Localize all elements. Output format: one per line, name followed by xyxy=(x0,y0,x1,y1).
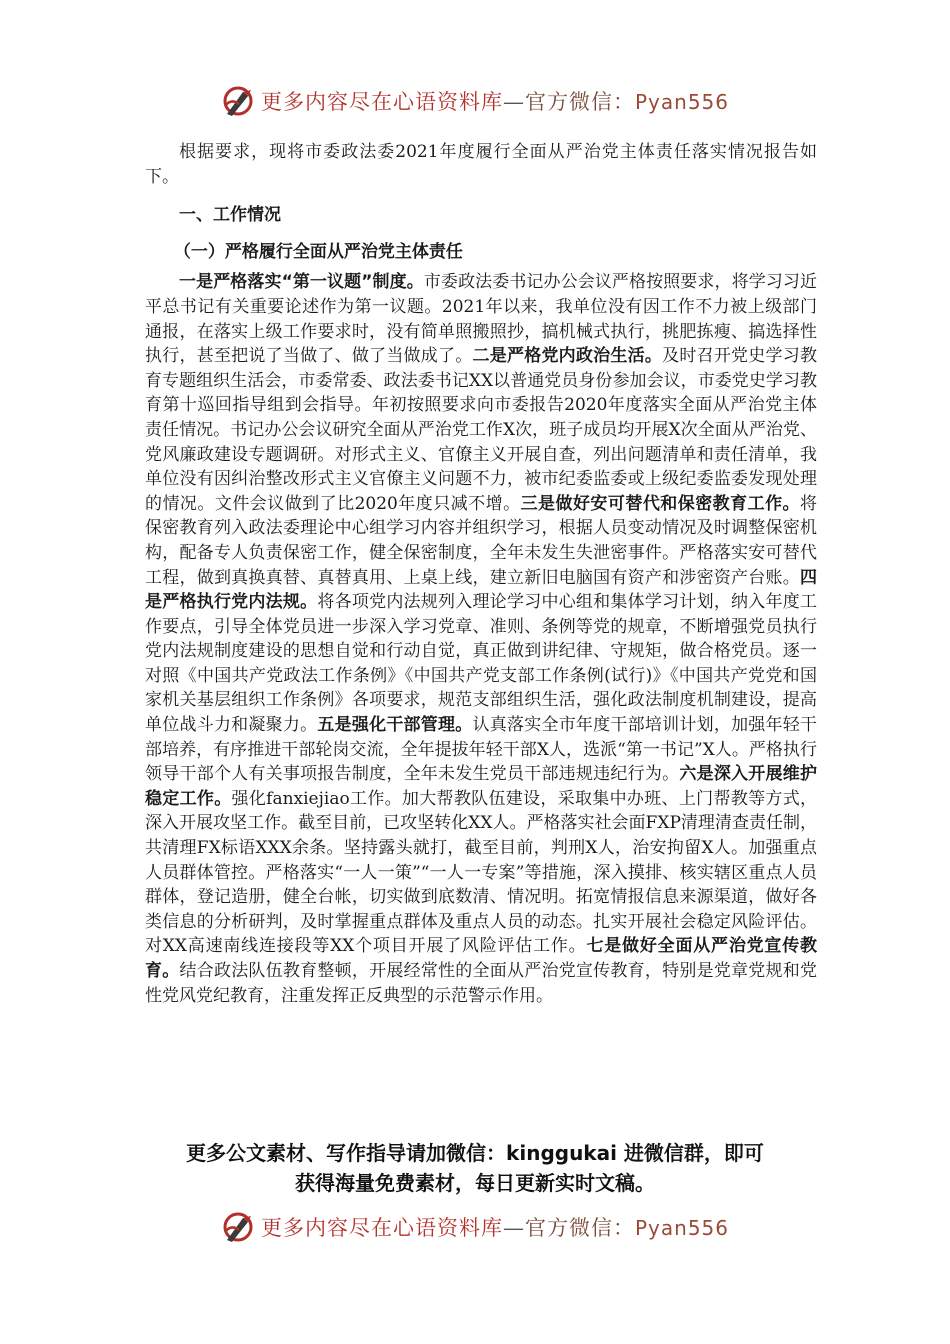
point-1-text: 市委政法委书记办公会议严格按照要求，将学习习近平总书记有关重要论述作为第一议题。2021年以来，我单位没有因工作不力被上级部门通报，在落实上级工作要求时，没有简单照搬照抄，搞机械式执行，挑肥拣瘦、搞选择性执行，甚至把说了当做了、做了当做成了。 xyxy=(145,272,817,367)
header-banner[interactable] xyxy=(0,84,950,118)
pen-ribbon-logo-icon xyxy=(221,84,255,118)
point-2-text: 及时召开党史学习教育专题组织生活会，市委常委、政法委书记XX以普通党员身份参加会议，市委党史学习教育第十巡回指导组到会指导。年初按照要求向市委报告2020年度落实全面从严治党主体责任情况。书记办公会议研究全面从严治党工作X次，班子成员均开展X次全面从严治党、党风廉政建设专题调研。对形式主义、官僚主义开展自查，列出问题清单和责任清单，我单位没有因纠治整改形式主义官僚主义问题不力，被市纪委监委或上级纪委监委发现处理的情况。文件会议做到了比2020年度只减不增。 xyxy=(145,346,818,514)
footer-banner[interactable] xyxy=(0,1210,950,1244)
intro-paragraph: 根据要求，现将市委政法委2021年度履行全面从严治党主体责任落实情况报告如下。 xyxy=(145,142,817,187)
document-body xyxy=(145,140,817,1008)
point-1-title: 一是严格落实“第一议题”制度。 xyxy=(179,272,424,293)
point-6-title: 六是深入开展维护稳定工作。 xyxy=(145,764,818,809)
promo-line-1: 更多公文素材、写作指导请加微信：kinggukai 进微信群，即可 xyxy=(186,1141,764,1165)
promo-footer xyxy=(130,1138,820,1198)
point-7-text: 结合政法队伍教育整顿，开展经常性的全面从严治党宣传教育，特别是党章党规和党性党风党纪教育，注重发挥正反典型的示范警示作用。 xyxy=(145,961,818,1006)
subsection-heading: （一）严格履行全面从严治党主体责任 xyxy=(173,241,463,262)
main-paragraph xyxy=(145,270,817,1008)
point-5-title: 五是强化干部管理。 xyxy=(317,715,473,736)
section-heading: 一、工作情况 xyxy=(179,205,281,226)
point-3-title: 三是做好安可替代和保密教育工作。 xyxy=(520,493,800,514)
pen-ribbon-logo-icon xyxy=(221,1210,255,1244)
point-7-title: 七是做好全面从严治党宣传教育。 xyxy=(145,936,817,981)
banner-text: 更多内容尽在心语资料库—官方微信：Pyan556 xyxy=(260,1216,729,1240)
point-4-text: 将各项党内法规列入理论学习中心组和集体学习计划，纳入年度工作要点，引导全体党员进一步深入学习党章、准则、条例等党的规章，不断增强党员执行党内法规制度建设的思想自觉和行动自觉，真正做到讲纪律、守规矩，做合格党员。逐一对照《中国共产党政法工作条例》《中国共产党支部工作条例(试行)》《中国共产党党和国家机关基层组织工作条例》各项要求，规范支部组织生活，强化政法制度机制建设，提高单位战斗力和凝聚力。 xyxy=(145,592,818,736)
point-2-title: 二是严格党内政治生活。 xyxy=(472,346,663,367)
point-4-title: 四是严格执行党内法规。 xyxy=(145,567,817,613)
point-5-text: 认真落实全市年度干部培训计划，加强年轻干部培养，有序推进干部轮岗交流，全年提拔年轻干部X人，选派“第一书记”X人。严格执行领导干部个人有关事项报告制度，全年未发生党员干部违规违纪行为。 xyxy=(145,715,818,785)
promo-line-2: 获得海量免费素材，每日更新实时文稿。 xyxy=(295,1171,655,1195)
point-6-text: 强化fanxiejiao工作。加大帮教队伍建设，采取集中办班、上门帮教等方式，深入开展攻坚工作。截至目前，已攻坚转化XX人。严格落实社会面FXP清理清查责任制，共清理FX标语XXX余条。坚持露头就打，截至目前，判刑X人，治安拘留X人。加强重点人员群体管控。严格落实“一人一策”“一人一专案”等措施，深入摸排、核实辖区重点人员群体，登记造册，健全台帐，切实做到底数清、情况明。拓宽情报信息来源渠道，做好各类信息的分析研判，及时掌握重点群体及重点人员的动态。扎实开展社会稳定风险评估。对XX高速南线连接段等XX个项目开展了风险评估工作。 xyxy=(145,788,818,957)
banner-text: 更多内容尽在心语资料库—官方微信：Pyan556 xyxy=(260,90,729,114)
point-3-text: 将保密教育列入政法委理论中心组学习内容并组织学习，根据人员变动情况及时调整保密机构，配备专人负责保密工作，健全保密制度，全年未发生失泄密事件。严格落实安可替代工程，做到真换真替、真替真用、上桌上线，建立新旧电脑国有资产和涉密资产台账。 xyxy=(145,493,817,588)
